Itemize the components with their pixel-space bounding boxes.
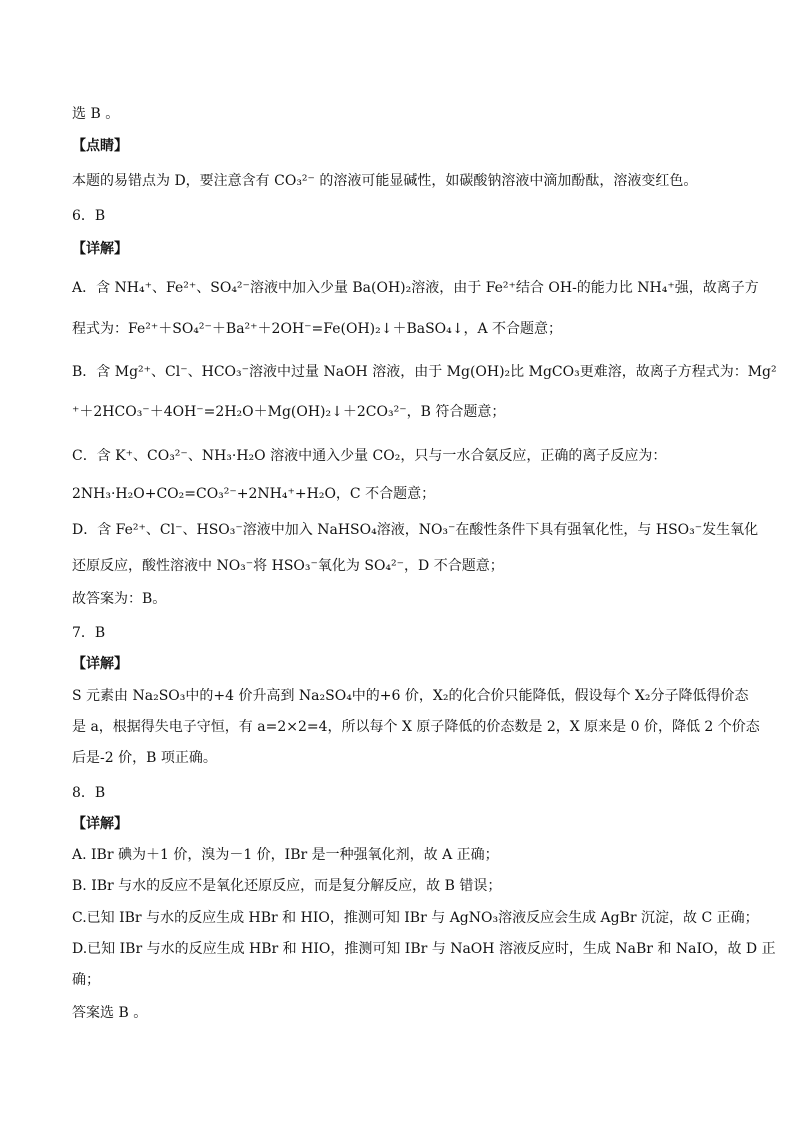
text-line: 故答案为：B。 — [72, 591, 167, 607]
text-line: 选 B 。 — [72, 106, 120, 122]
text-line: C．含 K⁺、CO₃²⁻、NH₃·H₂O 溶液中通入少量 CO₂，只与一水合氨反应，正确的离子反应为： — [72, 448, 667, 464]
text-line: A. IBr 碘为＋1 价，溴为－1 价，IBr 是一种强氧化剂，故 A 正确； — [72, 847, 499, 863]
answer-number: 8．B — [72, 785, 106, 801]
text-line: 确； — [72, 972, 100, 988]
section-heading: 【点睛】 — [72, 138, 128, 154]
text-line: 是 a，根据得失电子守恒，有 a=2×2=4，所以每个 X 原子降低的价态数是 2，X 原来是 0 价，降低 2 个价态 — [72, 719, 760, 735]
text-line: C.已知 IBr 与水的反应生成 HBr 和 HIO，推测可知 IBr 与 AgNO₃溶液反应会生成 AgBr 沉淀，故 C 正确； — [72, 910, 759, 926]
text-line: D.已知 IBr 与水的反应生成 HBr 和 HIO，推测可知 IBr 与 NaOH 溶液反应时，生成 NaBr 和 NaIO，故 D 正 — [72, 941, 776, 957]
text-line: ⁺＋2HCO₃⁻＋4OH⁻=2H₂O＋Mg(OH)₂↓＋2CO₃²⁻，B 符合题意； — [72, 404, 506, 420]
text-line: 后是-2 价，B 项正确。 — [72, 750, 217, 766]
section-heading: 【详解】 — [72, 656, 128, 672]
text-line: B．含 Mg²⁺、Cl⁻、HCO₃⁻溶液中过量 NaOH 溶液，由于 Mg(OH)₂比 MgCO₃更难溶，故离子方程式为：Mg² — [72, 364, 777, 380]
section-heading: 【详解】 — [72, 816, 128, 832]
answer-number: 6．B — [72, 208, 106, 224]
text-line: 本题的易错点为 D，要注意含有 CO₃²⁻ 的溶液可能显碱性，如碳酸钠溶液中滴加酚酞，溶液变红色。 — [72, 173, 698, 189]
text-line: S 元素由 Na₂SO₃中的+4 价升高到 Na₂SO₄中的+6 价，X₂的化合价只能降低，假设每个 X₂分子降低得价态 — [72, 688, 749, 704]
text-line: A．含 NH₄⁺、Fe²⁺、SO₄²⁻溶液中加入少量 Ba(OH)₂溶液，由于 Fe²⁺结合 OH-的能力比 NH₄⁺强，故离子方 — [72, 280, 759, 296]
section-heading: 【详解】 — [72, 241, 128, 257]
text-line: 程式为：Fe²⁺＋SO₄²⁻＋Ba²⁺＋2OH⁻=Fe(OH)₂↓＋BaSO₄↓，A 不合题意； — [72, 321, 563, 337]
text-line: D．含 Fe²⁺、Cl⁻、HSO₃⁻溶液中加入 NaHSO₄溶液，NO₃⁻在酸性条件下具有强氧化性，与 HSO₃⁻发生氧化 — [72, 522, 759, 538]
text-line: B. IBr 与水的反应不是氧化还原反应，而是复分解反应，故 B 错误； — [72, 878, 502, 894]
text-line: 答案选 B 。 — [72, 1005, 148, 1021]
answer-number: 7．B — [72, 625, 106, 641]
text-line: 还原反应，酸性溶液中 NO₃⁻将 HSO₃⁻氧化为 SO₄²⁻，D 不合题意； — [72, 558, 504, 574]
text-line: 2NH₃·H₂O+CO₂=CO₃²⁻+2NH₄⁺+H₂O，C 不合题意； — [72, 486, 436, 502]
